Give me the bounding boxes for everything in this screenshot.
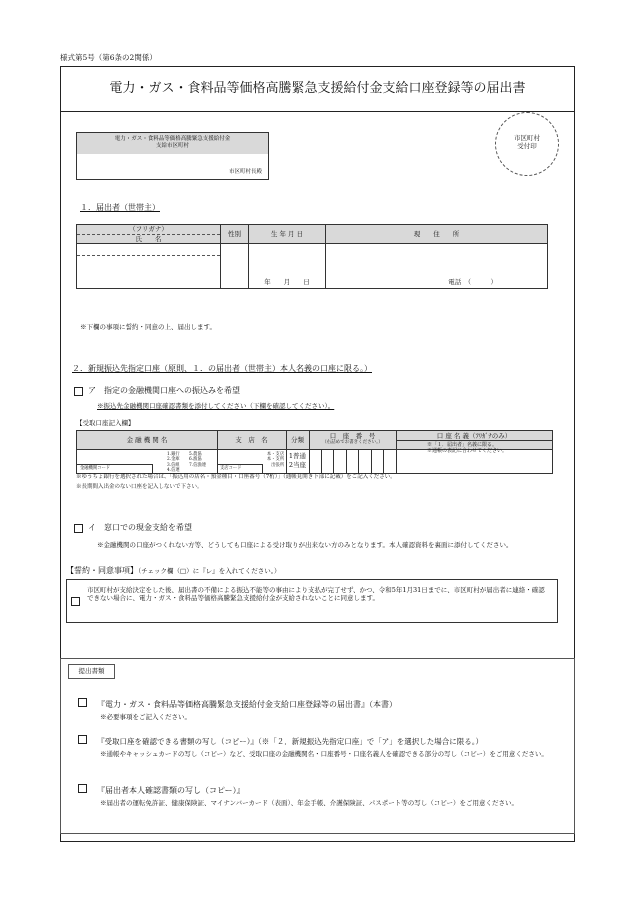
reception-stamp	[495, 112, 559, 176]
birth-label: 生 年 月 日	[249, 225, 326, 244]
document-3-checkbox[interactable]	[78, 784, 87, 793]
holder-input[interactable]	[396, 454, 552, 473]
document-2-checkbox[interactable]	[78, 735, 87, 744]
account-number-input[interactable]	[309, 449, 396, 473]
document-2-title: 『受取口座を確認できる書類の写し（コピー）』（※「２．新規振込先指定口座」で「ア」を選択した場合に限る。）	[97, 737, 483, 746]
account-header: 口 座 番 号	[329, 432, 376, 440]
account-table-label: 【受取口座記入欄】	[76, 419, 135, 427]
birth-input[interactable]	[249, 244, 326, 289]
consent-box	[66, 579, 558, 623]
phone-label: 電話 （ ）	[448, 277, 497, 286]
option-i-note: ※金融機関の口座がつくれない方等、どうしても口座による受け取りが出来ない方のみとなります。本人確認資料を裏面に添付してください。	[97, 541, 513, 549]
name-input[interactable]	[77, 256, 220, 286]
consent-heading: 【誓約・同意事項】	[66, 566, 138, 575]
option-i-checkbox[interactable]	[74, 524, 83, 533]
gender-label: 性別	[221, 225, 249, 244]
title-box	[60, 66, 575, 112]
document-3-title: 『届出者本人確認書類の写し（コピー）』	[97, 786, 245, 795]
document-2-note: ※通帳やキャッシュカードの写し（コピー）など、受取口座の金融機関名・口座番号・口座名義人を確認できる部分の写し（コピー）をご用意ください。	[100, 750, 548, 758]
type-header: 分類	[291, 436, 304, 444]
name-label: 氏 名	[135, 234, 162, 243]
holder-header: 口 座 名 義（ﾌﾘｶﾞﾅのみ）	[436, 432, 512, 440]
furigana-label: （フリガナ）	[77, 225, 220, 234]
addressee-box	[76, 132, 269, 180]
birth-units: 年 月 日	[264, 277, 310, 286]
branch-code-label: 支店コード	[220, 466, 242, 471]
option-a-checkbox[interactable]	[74, 387, 83, 396]
bank-header: 金 融 機 関 名	[126, 436, 168, 444]
branch-header: 支 店 名	[235, 436, 268, 444]
bank-code-label: 金融機関コード	[80, 466, 111, 471]
document-1-note: ※必要事項をご記入ください。	[100, 713, 191, 721]
document-item-3	[78, 778, 558, 807]
account-subheader: （右詰めでお書きください。）	[322, 440, 383, 446]
account-types[interactable]: 1普通 2当座	[288, 452, 307, 469]
furigana-input[interactable]	[77, 244, 220, 256]
branch-types: 本・支店 本・支所 出張所	[266, 452, 284, 468]
page-title: 電力・ガス・食料品等価格高騰緊急支援給付金支給口座登録等の届出書	[109, 81, 526, 96]
applicant-table	[76, 224, 548, 289]
consent-text: 市区町村が支給決定をした後、届出書の不備による振込不能等の事由により支払が完了せず、かつ、令和5年1月31日までに、市区町村が届出者に連絡・確認できない場合に、電力・ガス・食料品等価格高騰緊急支援給付金が支給されないことに同意します。	[87, 586, 545, 603]
consent-checkbox[interactable]	[71, 597, 80, 606]
section1-heading: １．届出者（世帯主）	[80, 203, 160, 212]
yucho-note: ※ゆうちょ銀行を選択された場合は、「振込用の店名・預金種目・口座番号（7桁）」（通帳見開き下部に記載）をご記入ください。	[76, 474, 396, 480]
option-a-note: ※振込先金融機関口座確認書類を添付してください（下欄を確認してください）。	[97, 402, 335, 410]
gender-input[interactable]	[221, 244, 249, 289]
addressee-line1: 電力・ガス・食料品等価格高騰緊急支援給付金	[114, 136, 231, 142]
document-item-1	[78, 692, 558, 721]
document-1-title: 『電力・ガス・食料品等価格高騰緊急支援給付金支給口座登録等の届出書』（本書）	[97, 700, 397, 709]
document-3-note: ※届出者の運転免許証、健康保険証、マイナンバーカード（表面）、年金手帳、介護保険証、パスポート等の写し（コピー）をご用意ください。	[100, 799, 518, 807]
addressee-line3: 市区町村長殿	[228, 169, 262, 175]
long-term-note: ※長期間入出金のない口座を記入しないで下さい。	[76, 484, 203, 490]
stamp-line2: 受付印	[517, 142, 537, 151]
pledge-text: ※下欄の事項に誓約・同意の上、届出します。	[80, 323, 216, 331]
option-a-label: ア 指定の金融機関口座への振込みを希望	[88, 386, 240, 395]
document-1-checkbox[interactable]	[78, 698, 87, 707]
address-label: 現 住 所	[326, 225, 548, 244]
consent-instruction: （チェック欄（□）に『レ』を入れてください。）	[138, 567, 281, 575]
address-input[interactable]	[326, 244, 548, 289]
consent-heading-row	[66, 566, 280, 576]
option-a[interactable]	[74, 386, 240, 396]
documents-label: 提出書類	[68, 664, 115, 679]
bank-types: 1.銀行 5.農協 2.金庫 6.漁協 3.信組 7.信漁連 4.信連	[167, 452, 206, 473]
document-item-2	[78, 729, 558, 758]
option-i-label: イ 窓口での現金支給を希望	[88, 523, 192, 532]
addressee-line2: 支給市区町村	[155, 142, 189, 149]
section2-heading: ２．新規振込先指定口座（原則、１．の届出者（世帯主）本人名義の口座に限る。）	[72, 364, 372, 373]
form-number: 様式第5号（第6条の2関係）	[60, 53, 157, 62]
account-table	[76, 430, 553, 474]
option-i[interactable]	[74, 523, 192, 533]
stamp-line1: 市区町村	[514, 134, 540, 142]
holder-notes: ※「１．届出者」名義に限る。 ※通帳の表記に合わせてください。	[427, 442, 508, 455]
